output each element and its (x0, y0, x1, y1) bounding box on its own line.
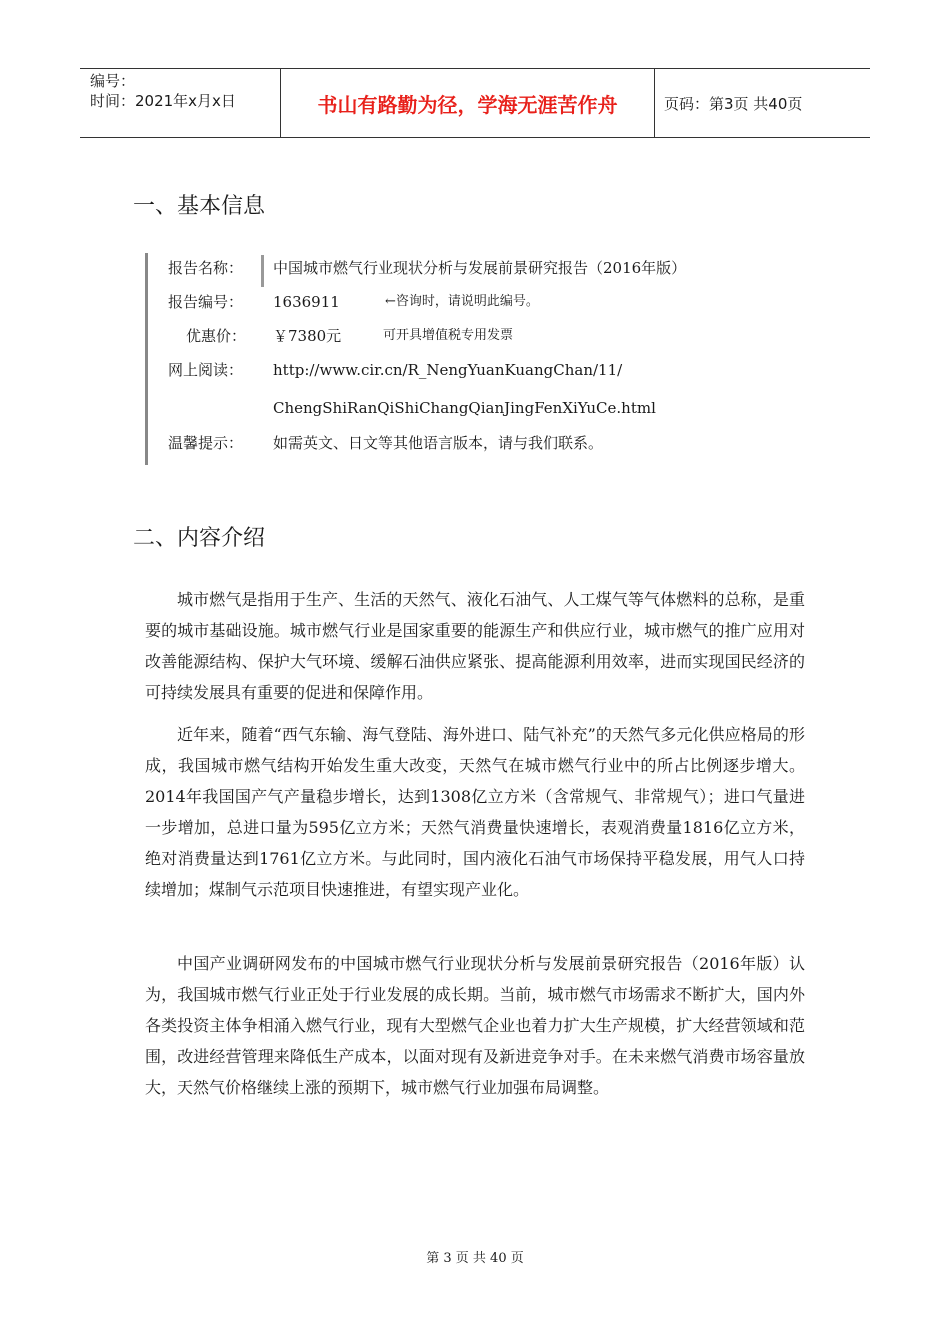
header-motto: 书山有路勤为径，学海无涯苦作舟 (317, 92, 618, 117)
basic-info-box (145, 253, 848, 465)
paragraph: 中国产业调研网发布的中国城市燃气行业现状分析与发展前景研究报告（2016年版）认为，我国城市燃气行业正处于行业发展的成长期。当前，城市燃气市场需求不断扩大，国内外各类投资主体争相涌入燃气行业，现有大型燃气企业也着力扩大生产规模，扩大经营领域和范围，改进经营管理来降低生产成本，以面对现有及新进竞争对手。在未来燃气消费市场容量放大，天然气价格继续上涨的预期下，城市燃气行业加强布局调整。 (145, 954, 805, 1097)
online-label: 网上阅读： (168, 361, 244, 379)
price-note: 可开具增值税专用发票 (383, 328, 514, 343)
report-no-label: 报告编号： (168, 293, 244, 311)
date-label: 时间：2021年x月x日 (90, 92, 236, 110)
number-label: 编号： (90, 72, 136, 90)
section-title-content-intro: 二、内容介绍 (133, 526, 266, 551)
report-no-note: ←咨询时，请说明此编号。 (385, 294, 539, 309)
document-header (80, 68, 870, 138)
tip-value: 如需英文、日文等其他语言版本，请与我们联系。 (273, 434, 604, 452)
value-marker (261, 255, 264, 287)
tip-label: 温馨提示： (168, 434, 244, 452)
page-footer: 第 3 页 共 40 页 (426, 1251, 524, 1266)
price-value: ￥7380元 (273, 327, 342, 345)
section-title-basic-info: 一、基本信息 (133, 194, 266, 219)
price-label: 优惠价： (186, 327, 247, 345)
report-name-label: 报告名称： (168, 259, 244, 277)
report-name-value: 中国城市燃气行业现状分析与发展前景研究报告（2016年版） (273, 259, 687, 277)
header-meta (80, 69, 280, 137)
online-url-line2[interactable]: ChengShiRanQiShiChangQianJingFenXiYuCe.html (273, 399, 656, 417)
paragraph: 城市燃气是指用于生产、生活的天然气、液化石油气、人工煤气等气体燃料的总称，是重要的城市基础设施。城市燃气行业是国家重要的能源生产和供应行业，城市燃气的推广应用对改善能源结构、保护大气环境、缓解石油供应紧张、提高能源利用效率，进而实现国民经济的可持续发展具有重要的促进和保障作用。 (145, 590, 805, 702)
header-page-info: 页码：第3页 共40页 (664, 94, 803, 113)
online-url-line1[interactable]: http://www.cir.cn/R_NengYuanKuangChan/11/ (273, 361, 623, 379)
paragraph: 近年来，随着“西气东输、海气登陆、海外进口、陆气补充”的天然气多元化供应格局的形成，我国城市燃气结构开始发生重大改变，天然气在城市燃气行业中的所占比例逐步增大。2014年我国国产气产量稳步增长，达到1308亿立方米（含常规气、非常规气）；进口气量进一步增加，总进口量为595亿立方米；天然气消费量快速增长，表观消费量1816亿立方米，绝对消费量达到1761亿立方米。与此同时，国内液化石油气市场保持平稳发展，用气人口持续增加；煤制气示范项目快速推进，有望实现产业化。 (145, 725, 805, 899)
report-no-value: 1636911 (273, 293, 340, 311)
header-divider (654, 69, 655, 137)
